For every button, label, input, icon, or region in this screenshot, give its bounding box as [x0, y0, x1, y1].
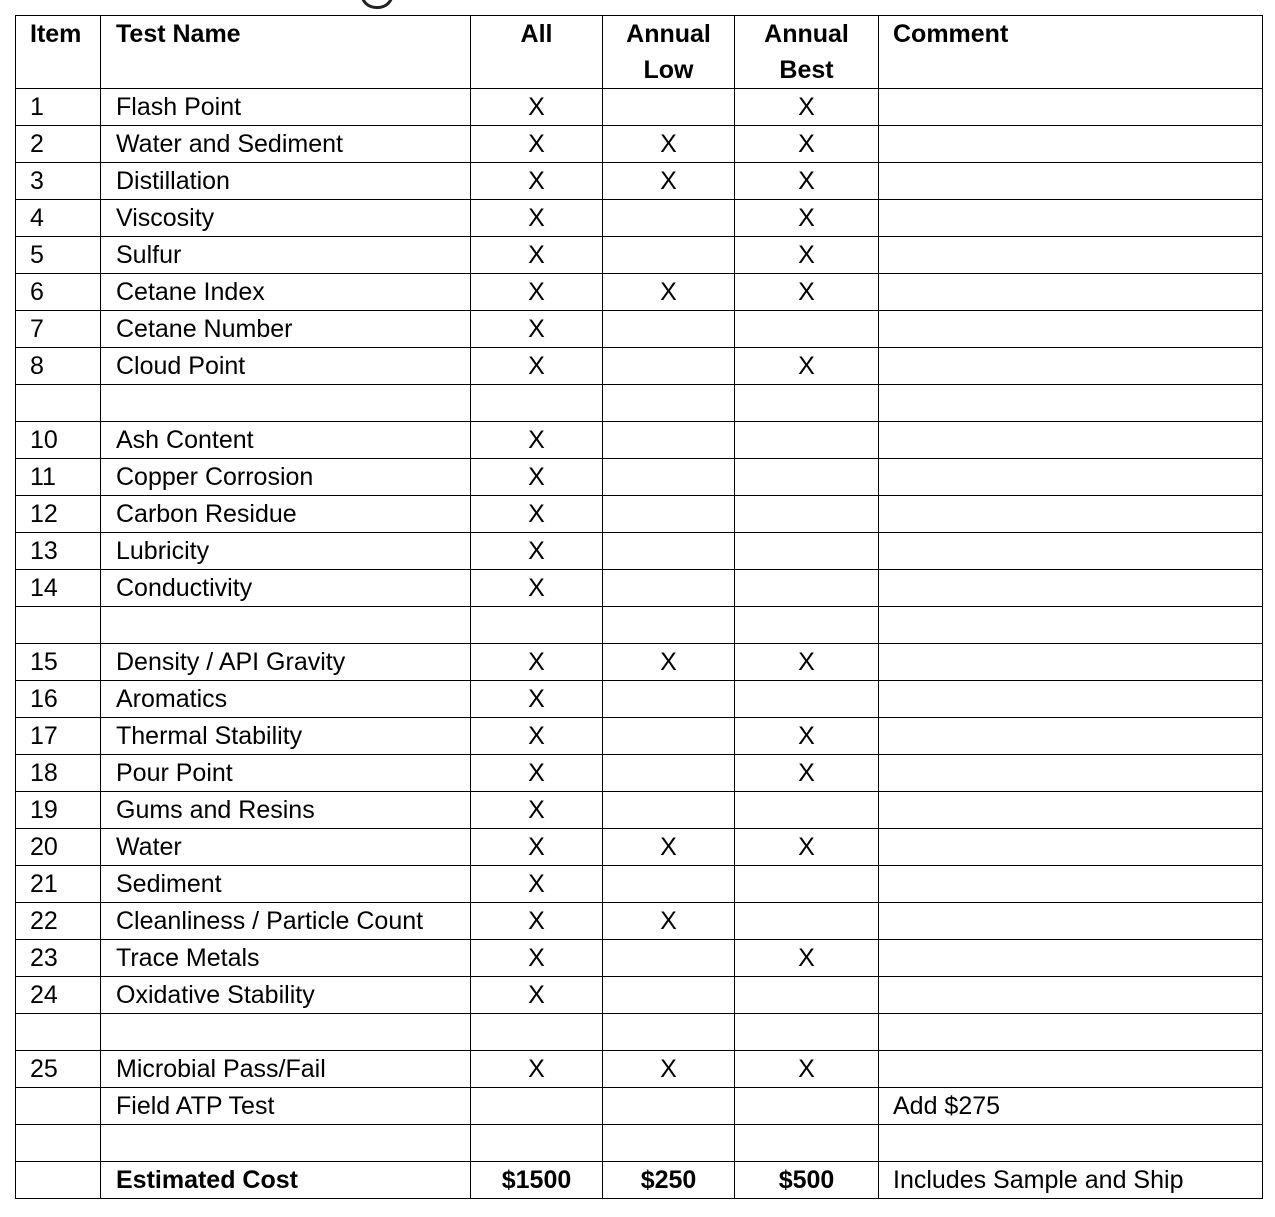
annual-best-mark-cell: X: [735, 718, 879, 755]
table-row: [16, 459, 1263, 496]
item-cell: 15: [16, 644, 101, 681]
table-row: [16, 866, 1263, 903]
comment-cell: [879, 829, 1263, 866]
comment-cell: [879, 348, 1263, 385]
comment-cell: [879, 200, 1263, 237]
annual-best-mark-cell: X: [735, 644, 879, 681]
comment-cell: [879, 385, 1263, 422]
annual-low-mark-cell: X: [603, 1051, 735, 1088]
test-name-cell: [101, 1125, 471, 1162]
comment-cell: [879, 496, 1263, 533]
table-row: [16, 792, 1263, 829]
annual-low-mark-cell: [603, 459, 735, 496]
all-mark-cell: [471, 385, 603, 422]
header-annual-best-line1: Annual: [764, 20, 849, 48]
annual-best-mark-cell: X: [735, 348, 879, 385]
annual-best-mark-cell: X: [735, 940, 879, 977]
annual-best-mark-cell: X: [735, 126, 879, 163]
annual-low-mark-cell: X: [603, 274, 735, 311]
item-cell: 13: [16, 533, 101, 570]
item-cell: 20: [16, 829, 101, 866]
test-name-cell: [101, 385, 471, 422]
test-name-cell: Water and Sediment: [101, 126, 471, 163]
comment-cell: [879, 311, 1263, 348]
all-mark-cell: X: [471, 348, 603, 385]
table-row: [16, 829, 1263, 866]
annual-best-mark-cell: X: [735, 200, 879, 237]
test-name-cell: Density / API Gravity: [101, 644, 471, 681]
table-row: [16, 1014, 1263, 1051]
annual-low-mark-cell: X: [603, 644, 735, 681]
annual-best-mark-cell: [735, 570, 879, 607]
header-item: Item: [16, 16, 101, 89]
annual-best-mark-cell: [735, 496, 879, 533]
test-name-cell: Carbon Residue: [101, 496, 471, 533]
annual-low-mark-cell: [603, 718, 735, 755]
annual-best-mark-cell: [735, 385, 879, 422]
item-cell: [16, 1014, 101, 1051]
test-name-cell: Thermal Stability: [101, 718, 471, 755]
table-row: [16, 903, 1263, 940]
test-name-cell: Water: [101, 829, 471, 866]
table-row: [16, 1051, 1263, 1088]
all-mark-cell: X: [471, 570, 603, 607]
table-row: [16, 385, 1263, 422]
all-mark-cell: X: [471, 459, 603, 496]
test-name-cell: Microbial Pass/Fail: [101, 1051, 471, 1088]
all-mark-cell: X: [471, 237, 603, 274]
all-mark-cell: [471, 607, 603, 644]
table-row: [16, 311, 1263, 348]
annual-low-mark-cell: [603, 422, 735, 459]
total-row: [16, 1162, 1263, 1199]
table-row: [16, 348, 1263, 385]
item-cell: 22: [16, 903, 101, 940]
comment-cell: [879, 533, 1263, 570]
item-cell: 5: [16, 237, 101, 274]
item-cell: 23: [16, 940, 101, 977]
annual-best-mark-cell: [735, 681, 879, 718]
test-name-cell: Lubricity: [101, 533, 471, 570]
comment-cell: [879, 866, 1263, 903]
all-mark-cell: X: [471, 718, 603, 755]
all-mark-cell: X: [471, 200, 603, 237]
item-cell: 11: [16, 459, 101, 496]
test-name-cell: Aromatics: [101, 681, 471, 718]
annual-low-mark-cell: [603, 200, 735, 237]
total-label: Estimated Cost: [101, 1162, 471, 1199]
comment-cell: [879, 570, 1263, 607]
all-mark-cell: [471, 1125, 603, 1162]
header-annual-best-line2: Best: [779, 56, 834, 84]
test-name-cell: Sediment: [101, 866, 471, 903]
item-cell: 3: [16, 163, 101, 200]
comment-cell: [879, 1014, 1263, 1051]
all-mark-cell: X: [471, 755, 603, 792]
item-cell: 2: [16, 126, 101, 163]
table-row: [16, 1088, 1263, 1125]
all-mark-cell: X: [471, 163, 603, 200]
annual-best-mark-cell: X: [735, 89, 879, 126]
annual-low-mark-cell: [603, 570, 735, 607]
item-cell: 16: [16, 681, 101, 718]
comment-cell: [879, 903, 1263, 940]
annual-low-mark-cell: X: [603, 163, 735, 200]
test-name-cell: Gums and Resins: [101, 792, 471, 829]
annual-best-mark-cell: [735, 866, 879, 903]
table-row: [16, 644, 1263, 681]
annual-best-mark-cell: X: [735, 163, 879, 200]
comment-cell: [879, 940, 1263, 977]
item-cell: 21: [16, 866, 101, 903]
annual-low-mark-cell: [603, 311, 735, 348]
annual-low-mark-cell: X: [603, 829, 735, 866]
total-comment: Includes Sample and Ship: [879, 1162, 1263, 1199]
item-cell: 18: [16, 755, 101, 792]
item-cell: [16, 1125, 101, 1162]
annual-low-mark-cell: [603, 1014, 735, 1051]
comment-cell: [879, 422, 1263, 459]
annual-best-mark-cell: X: [735, 829, 879, 866]
test-name-cell: Cetane Number: [101, 311, 471, 348]
test-name-cell: Distillation: [101, 163, 471, 200]
annual-best-mark-cell: [735, 903, 879, 940]
test-name-cell: Field ATP Test: [101, 1088, 471, 1125]
comment-cell: [879, 644, 1263, 681]
item-cell: 12: [16, 496, 101, 533]
table-row: [16, 237, 1263, 274]
all-mark-cell: X: [471, 792, 603, 829]
annual-best-mark-cell: [735, 1014, 879, 1051]
all-mark-cell: [471, 1014, 603, 1051]
comment-cell: [879, 1051, 1263, 1088]
total-all-cost: $1500: [471, 1162, 603, 1199]
annual-best-mark-cell: [735, 533, 879, 570]
table-row: [16, 681, 1263, 718]
annual-best-mark-cell: [735, 459, 879, 496]
test-name-cell: Sulfur: [101, 237, 471, 274]
test-name-cell: Trace Metals: [101, 940, 471, 977]
table-body: [16, 89, 1263, 1162]
all-mark-cell: X: [471, 422, 603, 459]
comment-cell: [879, 792, 1263, 829]
annual-low-mark-cell: X: [603, 903, 735, 940]
comment-cell: [879, 237, 1263, 274]
cropped-handle-icon: [360, 0, 394, 9]
annual-best-mark-cell: [735, 1088, 879, 1125]
annual-best-mark-cell: X: [735, 755, 879, 792]
annual-low-mark-cell: [603, 940, 735, 977]
total-best-cost: $500: [735, 1162, 879, 1199]
table-row: [16, 1125, 1263, 1162]
all-mark-cell: X: [471, 829, 603, 866]
test-name-cell: Cetane Index: [101, 274, 471, 311]
all-mark-cell: X: [471, 1051, 603, 1088]
header-annual-low-line1: Annual: [626, 20, 711, 48]
all-mark-cell: X: [471, 496, 603, 533]
item-cell: [16, 385, 101, 422]
test-name-cell: Flash Point: [101, 89, 471, 126]
comment-cell: [879, 681, 1263, 718]
annual-low-mark-cell: [603, 792, 735, 829]
comment-cell: [879, 1125, 1263, 1162]
item-cell: [16, 607, 101, 644]
annual-low-mark-cell: [603, 348, 735, 385]
test-matrix-table: [15, 15, 1263, 1199]
test-name-cell: Conductivity: [101, 570, 471, 607]
header-comment: Comment: [879, 16, 1263, 89]
table-row: [16, 496, 1263, 533]
header-annual-low: [603, 16, 735, 89]
item-cell: 24: [16, 977, 101, 1014]
item-cell: 14: [16, 570, 101, 607]
annual-low-mark-cell: [603, 681, 735, 718]
annual-low-mark-cell: [603, 866, 735, 903]
test-name-cell: Cloud Point: [101, 348, 471, 385]
all-mark-cell: X: [471, 311, 603, 348]
annual-low-mark-cell: X: [603, 126, 735, 163]
header-row: [16, 16, 1263, 89]
table-row: [16, 200, 1263, 237]
comment-cell: [879, 274, 1263, 311]
all-mark-cell: X: [471, 274, 603, 311]
annual-low-mark-cell: [603, 607, 735, 644]
test-name-cell: [101, 607, 471, 644]
table-row: [16, 89, 1263, 126]
header-annual-low-line2: Low: [643, 56, 694, 84]
table-row: [16, 607, 1263, 644]
all-mark-cell: X: [471, 940, 603, 977]
item-cell: 4: [16, 200, 101, 237]
all-mark-cell: X: [471, 903, 603, 940]
header-all: All: [471, 16, 603, 89]
annual-low-mark-cell: [603, 496, 735, 533]
table-row: [16, 940, 1263, 977]
total-item-cell: [16, 1162, 101, 1199]
annual-best-mark-cell: X: [735, 1051, 879, 1088]
annual-best-mark-cell: X: [735, 237, 879, 274]
item-cell: 19: [16, 792, 101, 829]
all-mark-cell: X: [471, 126, 603, 163]
annual-low-mark-cell: [603, 89, 735, 126]
annual-best-mark-cell: [735, 422, 879, 459]
comment-cell: [879, 89, 1263, 126]
all-mark-cell: X: [471, 681, 603, 718]
header-annual-best: [735, 16, 879, 89]
annual-best-mark-cell: [735, 977, 879, 1014]
item-cell: 25: [16, 1051, 101, 1088]
test-name-cell: Oxidative Stability: [101, 977, 471, 1014]
comment-cell: [879, 607, 1263, 644]
annual-low-mark-cell: [603, 237, 735, 274]
total-low-cost: $250: [603, 1162, 735, 1199]
table-row: [16, 163, 1263, 200]
all-mark-cell: X: [471, 644, 603, 681]
annual-best-mark-cell: [735, 792, 879, 829]
table-row: [16, 570, 1263, 607]
table-row: [16, 977, 1263, 1014]
annual-best-mark-cell: X: [735, 274, 879, 311]
all-mark-cell: X: [471, 977, 603, 1014]
item-cell: 6: [16, 274, 101, 311]
annual-low-mark-cell: [603, 385, 735, 422]
item-cell: 1: [16, 89, 101, 126]
comment-cell: [879, 459, 1263, 496]
table-row: [16, 755, 1263, 792]
test-name-cell: Viscosity: [101, 200, 471, 237]
all-mark-cell: X: [471, 89, 603, 126]
test-name-cell: Ash Content: [101, 422, 471, 459]
annual-best-mark-cell: [735, 1125, 879, 1162]
table-row: [16, 422, 1263, 459]
test-name-cell: [101, 1014, 471, 1051]
all-mark-cell: [471, 1088, 603, 1125]
comment-cell: [879, 718, 1263, 755]
comment-cell: [879, 163, 1263, 200]
annual-best-mark-cell: [735, 607, 879, 644]
table-row: [16, 274, 1263, 311]
table-row: [16, 718, 1263, 755]
annual-low-mark-cell: [603, 977, 735, 1014]
all-mark-cell: X: [471, 866, 603, 903]
item-cell: 7: [16, 311, 101, 348]
item-cell: [16, 1088, 101, 1125]
comment-cell: [879, 977, 1263, 1014]
annual-low-mark-cell: [603, 755, 735, 792]
table-row: [16, 126, 1263, 163]
annual-low-mark-cell: [603, 1088, 735, 1125]
comment-cell: [879, 126, 1263, 163]
annual-low-mark-cell: [603, 1125, 735, 1162]
header-test-name: Test Name: [101, 16, 471, 89]
item-cell: 8: [16, 348, 101, 385]
all-mark-cell: X: [471, 533, 603, 570]
item-cell: 10: [16, 422, 101, 459]
comment-cell: [879, 755, 1263, 792]
test-name-cell: Pour Point: [101, 755, 471, 792]
item-cell: 17: [16, 718, 101, 755]
table-row: [16, 533, 1263, 570]
annual-low-mark-cell: [603, 533, 735, 570]
test-name-cell: Cleanliness / Particle Count: [101, 903, 471, 940]
comment-cell: Add $275: [879, 1088, 1263, 1125]
annual-best-mark-cell: [735, 311, 879, 348]
test-name-cell: Copper Corrosion: [101, 459, 471, 496]
